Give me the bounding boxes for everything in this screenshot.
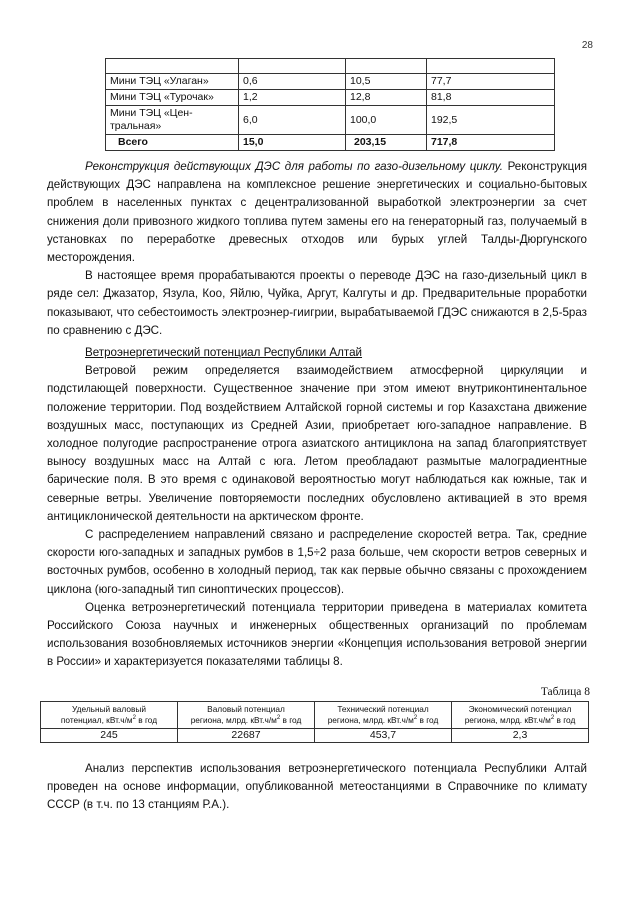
table-header-cell: Удельный валовый потенциал, $кВт.ч/м^2$ в год <box>41 702 178 729</box>
table-cell: Мини ТЭЦ «Цен-тральная» <box>106 106 239 135</box>
paragraph-text: Реконструкция действующих ДЭС направлена на комплексное решение энергетических и социально-бытовых проблем в населенных пунктах с децентрализованной выработкой электроэнергии за счет снижения доли привозного жидкого топлива путем замены его на генераторный газ, получаемый в установках по переработке древесных отходов или бурых углей Талды-Дюргунского месторождения. <box>47 160 588 265</box>
table-cell: 453,7 <box>315 729 452 743</box>
table-cell: 245 <box>41 729 178 743</box>
paragraph: Анализ перспектив использования ветроэнергетического потенциала Республики Алтай проведен на основе информации, опубликованной метеостанциями в Справочнике по климату СССР (в т.ч. по 13 станциям Р.А.). <box>47 762 587 812</box>
table-cell: Мини ТЭЦ «Улаган» <box>106 74 239 90</box>
table-cell: 0,6 <box>239 74 346 90</box>
paragraph <box>47 158 587 267</box>
power-plants-table <box>105 58 555 151</box>
table-cell: Всего <box>106 135 239 151</box>
table-row <box>106 90 555 106</box>
wind-potential-table <box>40 701 589 743</box>
upper-text-block <box>47 158 587 340</box>
wind-section <box>47 344 587 672</box>
table-row <box>106 106 555 135</box>
table-cell: 10,5 <box>346 74 427 90</box>
table-cell <box>427 59 555 74</box>
table-cell: 15,0 <box>239 135 346 151</box>
table-cell <box>346 59 427 74</box>
paragraph: В настоящее время прорабатываются проекты о переводе ДЭС на газо-дизельный цикл в ряде сел: Джазатор, Язула, Коо, Яйлю, Чуйка, Аргут, Калгуты и др. Предварительные проработки показывают, что себестоимость электроэнер-гиигрии, вырабатываемой ГДЭС снижаются в 2,5-5раз по сравнению с ДЭС. <box>47 269 587 337</box>
table-header-cell: Валовый потенциал региона, млрд. $кВт.ч/м^2$ в год <box>178 702 315 729</box>
table-cell <box>106 59 239 74</box>
lower-text-block <box>47 760 587 815</box>
table-row <box>106 74 555 90</box>
table-row <box>41 729 589 743</box>
table-cell: 12,8 <box>346 90 427 106</box>
table-header-cell: Технический потенциал региона, млрд. $кВт.ч/м^2$ в год <box>315 702 452 729</box>
table-cell: 2,3 <box>452 729 589 743</box>
table-cell: 717,8 <box>427 135 555 151</box>
table-cell: 22687 <box>178 729 315 743</box>
table-cell: 100,0 <box>346 106 427 135</box>
table-cell: 77,7 <box>427 74 555 90</box>
table-cell: 6,0 <box>239 106 346 135</box>
table-cell: 203,15 <box>346 135 427 151</box>
table-caption: Таблица 8 <box>540 686 590 698</box>
table-cell: 192,5 <box>427 106 555 135</box>
table-header-cell: Экономический потенциал региона, млрд. $кВт.ч/м^2$ в год <box>452 702 589 729</box>
paragraph: Ветровой режим определяется взаимодействием атмосферной циркуляции и подстилающей поверхности. Существенное значение при этом имеют внутриконтинентальное положение территории. Под воздействием Алтайской горной системы и гор Казахстана движение воздушных масс, поступающих из Средней Азии, приобретает юго-западное направление. В холодное полугодие распространение отрога азиатского антициклона на запад благоприятствует выносу воздушных масс на Алтай с юга. Летом преобладают размытые малоградиентные барические поля. В это время с одинаковой вероятностью могут наблюдаться как южные, так и северные ветры. Увеличение повторяемости последних обусловлено активацией в это время антициклонической деятельности на арктическом фронте. <box>47 364 587 523</box>
section-heading <box>47 344 587 362</box>
table-cell: Мини ТЭЦ «Турочак» <box>106 90 239 106</box>
table-cell: 1,2 <box>239 90 346 106</box>
page-number: 28 <box>581 40 593 51</box>
section-heading-text: Ветроэнергетический потенциал Республики Алтай <box>85 346 363 359</box>
table-header-row <box>41 702 589 729</box>
paragraph: С распределением направлений связано и распределение скоростей ветра. Так, средние скорости юго-западных и западных румбов в 1,5÷2 раза больше, чем скорости ветров северных и восточных румбов, особенно в холодный период, так как первые обычно связаны с прохождением циклона (юго-западный тип синоптических процессов). <box>47 528 587 596</box>
paragraph: Оценка ветроэнергетический потенциала территории приведена в материалах комитета Российского Союза научных и инженерных общественных организаций по проблемам использования возобновляемых источников энергии «Концепция использования ветровой энергии в России» и характеризуется показателями таблицы 8. <box>47 600 587 669</box>
table-cell <box>239 59 346 74</box>
paragraph-title: Реконструкция действующих ДЭС для работы по газо-дизельному циклу. <box>85 160 503 173</box>
table-row <box>106 59 555 74</box>
table-cell: 81,8 <box>427 90 555 106</box>
table-row-total <box>106 135 555 151</box>
